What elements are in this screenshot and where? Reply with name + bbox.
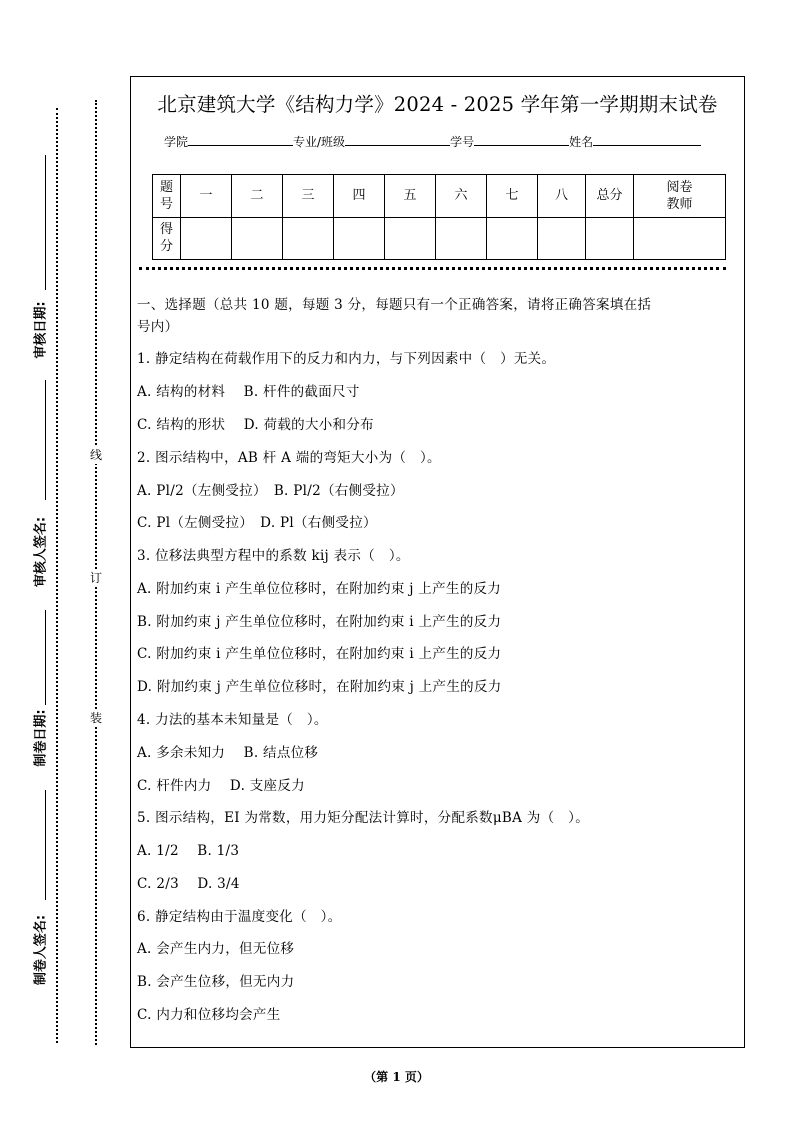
major-field[interactable] (345, 134, 450, 146)
question-option: A. 附加约束 i 产生单位位移时，在附加约束 j 上产生的反力 (137, 581, 502, 597)
question-option: A. 结构的材料 B. 杆件的截面尺寸 (137, 384, 360, 400)
score-table (152, 174, 726, 260)
question-option: C. 内力和位移均会产生 (137, 1007, 281, 1023)
exam-frame (130, 76, 745, 1048)
compiler-sign-line (45, 790, 46, 900)
col-header: 八 (538, 175, 586, 218)
compiler-sign-label: 制卷人签名: (33, 914, 49, 986)
review-date-line (45, 155, 46, 290)
question-option: C. Pl（左侧受拉） D. Pl（右侧受拉） (137, 515, 377, 531)
col-header-total: 总分 (586, 175, 634, 218)
score-cell[interactable] (538, 217, 586, 260)
question-stem: 3. 位移法典型方程中的系数 kij 表示（ ）。 (137, 548, 410, 564)
col-header: 四 (334, 175, 385, 218)
score-cell[interactable] (232, 217, 283, 260)
reviewer-sign-line (45, 380, 46, 500)
reviewer-sign-label: 审核人签名: (33, 516, 49, 588)
binding-char-ding: 订 (89, 571, 103, 585)
section-heading: 一、选择题（总共 10 题，每题 3 分，每题只有一个正确答案，请将正确答案填在括 (137, 297, 652, 313)
binding-char-xian: 线 (89, 448, 103, 462)
question-option: D. 附加约束 j 产生单位位移时，在附加约束 j 上产生的反力 (137, 679, 502, 695)
college-label: 学院 (164, 135, 189, 149)
question-stem: 4. 力法的基本未知量是（ ）。 (137, 712, 328, 728)
question-option: A. 会产生内力，但无位移 (137, 941, 295, 957)
dotted-separator (139, 267, 726, 270)
question-option: C. 结构的形状 D. 荷载的大小和分布 (137, 417, 374, 433)
student-id-label: 学号 (450, 135, 475, 149)
score-table-header-row (153, 175, 726, 218)
question-option: A. 1/2 B. 1/3 (137, 843, 240, 859)
compile-date-line (45, 610, 46, 705)
section-heading-cont: 号内） (137, 319, 179, 335)
score-table-score-row (153, 217, 726, 260)
col-header: 一 (181, 175, 232, 218)
row-header-question-no: 题号 (153, 175, 181, 218)
page-number: （第 1 页） (364, 1070, 429, 1084)
score-cell[interactable] (181, 217, 232, 260)
col-header: 二 (232, 175, 283, 218)
score-cell[interactable] (385, 217, 436, 260)
score-cell[interactable] (334, 217, 385, 260)
col-header: 七 (487, 175, 538, 218)
question-option: C. 附加约束 i 产生单位位移时，在附加约束 i 上产生的反力 (137, 646, 502, 662)
col-header: 五 (385, 175, 436, 218)
score-cell[interactable] (283, 217, 334, 260)
student-info-line (164, 133, 701, 150)
col-header-grader: 阅卷教师 (634, 175, 726, 218)
question-stem: 1. 静定结构在荷载作用下的反力和内力，与下列因素中（ ）无关。 (137, 351, 556, 367)
name-label: 姓名 (569, 135, 594, 149)
score-cell[interactable] (487, 217, 538, 260)
student-id-field[interactable] (474, 134, 569, 146)
major-label: 专业/班级 (293, 135, 346, 149)
row-header-score: 得分 (153, 217, 181, 260)
question-option: A. 多余未知力 B. 结点位移 (137, 745, 319, 761)
question-stem: 2. 图示结构中，AB 杆 A 端的弯矩大小为（ ）。 (137, 450, 441, 466)
col-header: 六 (436, 175, 487, 218)
question-option: B. 附加约束 j 产生单位位移时，在附加约束 i 上产生的反力 (137, 614, 502, 630)
score-cell-grader[interactable] (634, 217, 726, 260)
question-stem: 6. 静定结构由于温度变化（ ）。 (137, 909, 342, 925)
question-option: B. 会产生位移，但无内力 (137, 974, 295, 990)
question-option: C. 杆件内力 D. 支座反力 (137, 778, 305, 794)
score-cell-total[interactable] (586, 217, 634, 260)
score-cell[interactable] (436, 217, 487, 260)
exam-title: 北京建筑大学《结构力学》2024 - 2025 学年第一学期期末试卷 (157, 93, 718, 116)
college-field[interactable] (188, 134, 293, 146)
question-option: C. 2/3 D. 3/4 (137, 876, 240, 892)
question-stem: 5. 图示结构，EI 为常数，用力矩分配法计算时，分配系数μBA 为（ ）。 (137, 810, 590, 826)
left-dotted-border (56, 108, 58, 1043)
col-header: 三 (283, 175, 334, 218)
review-date-label: 审核日期: (33, 301, 49, 359)
compile-date-label: 制卷日期: (33, 709, 49, 767)
question-option: A. Pl/2（左侧受拉） B. Pl/2（右侧受拉） (137, 483, 404, 499)
binding-char-zhuang: 装 (89, 711, 103, 725)
name-field[interactable] (593, 134, 701, 146)
